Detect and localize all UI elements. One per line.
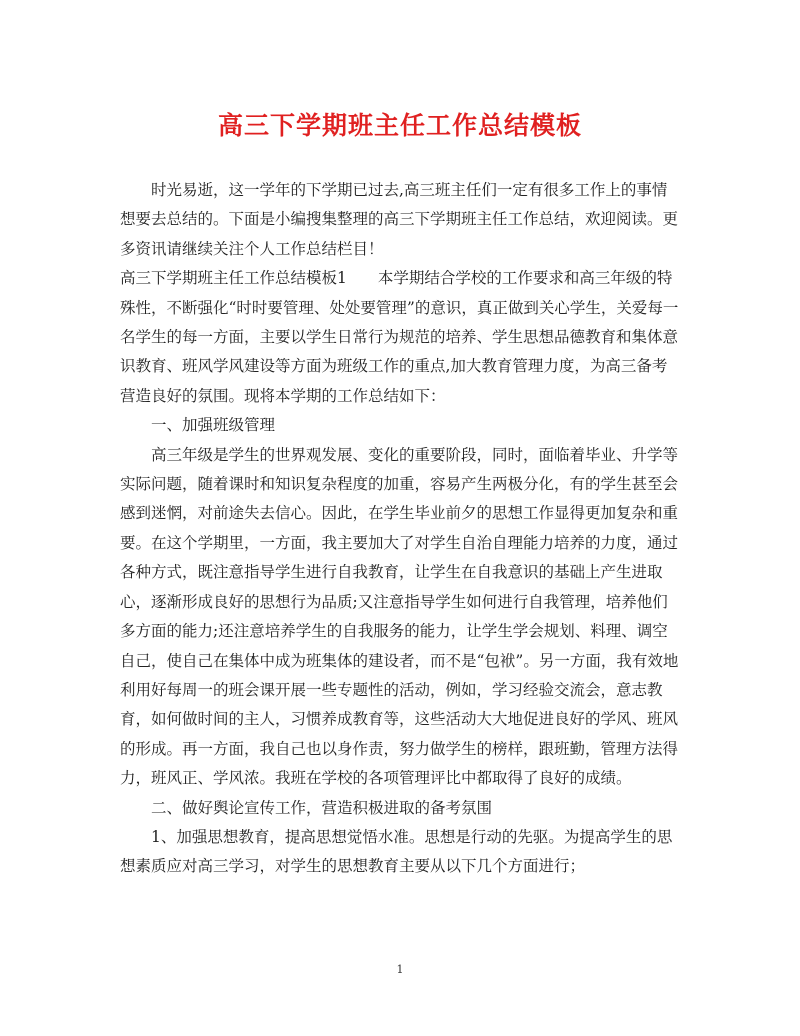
paragraph-class-management: 高三年级是学生的世界观发展、变化的重要阶段，同时，面临着毕业、升学等实际问题，随着课时和知识复杂程度的加重，容易产生两极分化，有的学生甚至会感到迷惘，对前途失去信心。因此，在学生毕业前夕的思想工作显得更加复杂和重要。在这个学期里，一方面，我主要加大了对学生自治自理能力培养的力度，通过各种方式，既注意指导学生进行自我教育，让学生在自我意识的基础上产生进取心，逐渐形成良好的思想行为品质;又注意指导学生如何进行自我管理，培养他们多方面的能力;还注意培养学生的自我服务的能力，让学生学会规划、料理、调空自己，使自己在集体中成为班集体的建设者，而不是“包袱”。另一方面，我有效地利用好每周一的班会课开展一些专题性的活动，例如，学习经验交流会，意志教育，如何做时间的主人，习惯养成教育等，这些活动大大地促进良好的学风、班风的形成。再一方面，我自己也以身作责，努力做学生的榜样，跟班勤，管理方法得力，班风正、学风浓。我班在学校的各项管理评比中都取得了良好的成绩。 [120, 445, 679, 788]
page-number: 1 [396, 963, 404, 976]
paragraph-thought-education: 1、加强思想教育，提高思想觉悟水准。思想是行动的先驱。为提高学生的思想素质应对高三学习，对学生的思想教育主要从以下几个方面进行； [120, 827, 673, 876]
document-title: 高三下学期班主任工作总结模板 [217, 111, 582, 140]
paragraph-template-1: 高三下学期班主任工作总结模板1 本学期结合学校的工作要求和高三年级的特殊性，不断强化“时时要管理、处处要管理”的意识，真正做到关心学生，关爱每一名学生的每一方面，主要以学生日常行为规范的培养、学生思想品德教育和集体意识教育、班风学风建设等方面为班级工作的重点,加大教育管理力度，为高三备考营造良好的氛围。现将本学期的工作总结如下： [120, 269, 679, 405]
section-heading-1: 一、加强班级管理 [151, 416, 276, 435]
document-body [120, 176, 682, 882]
paragraph-intro: 时光易逝，这一学年的下学期已过去,高三班主任们一定有很多工作上的事情想要去总结的。下面是小编搜集整理的高三下学期班主任工作总结，欢迎阅读。更多资讯请继续关注个人工作总结栏目！ [120, 181, 679, 258]
section-heading-2: 二、做好舆论宣传工作，营造积极进取的备考氛围 [151, 798, 493, 817]
